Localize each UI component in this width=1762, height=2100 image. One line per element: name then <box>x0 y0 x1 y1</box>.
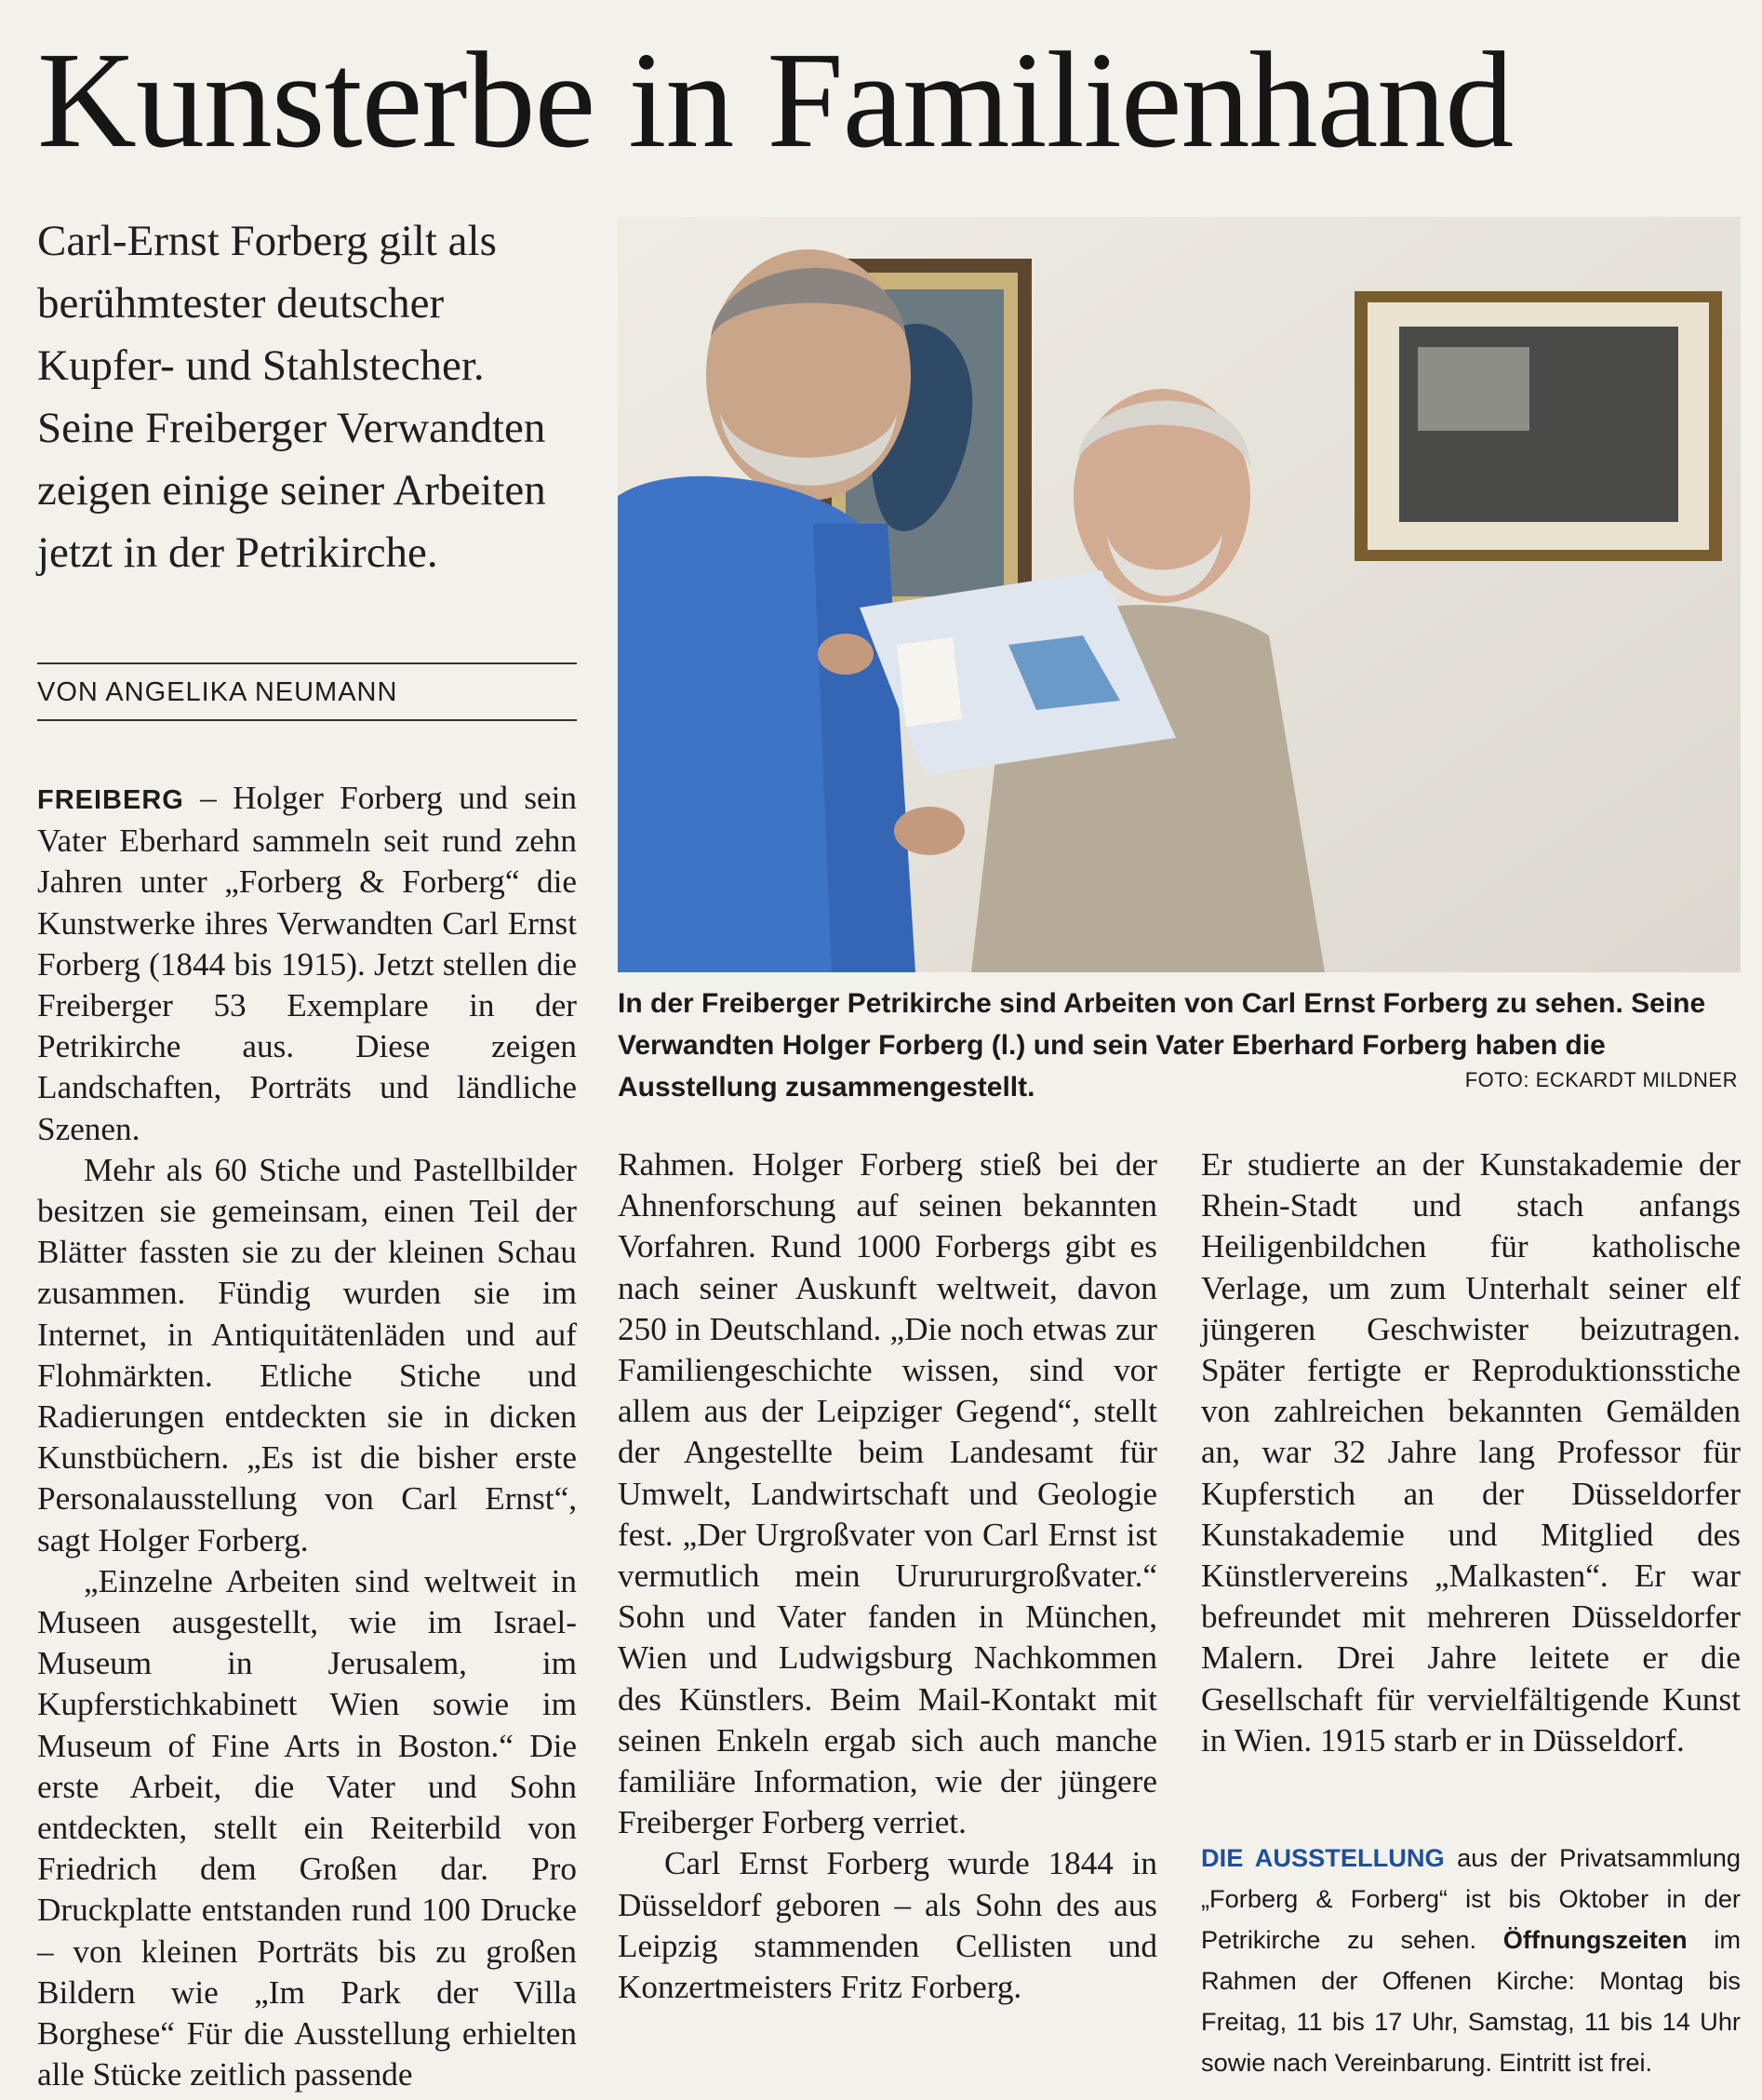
paragraph: Er studierte an der Kunstakademie der Rhein-Stadt und stach anfangs Heiligenbildchen für katholische Verlage, um zum Unterhalt seiner elf jüngeren Geschwister beizutragen. Später fertigte er Reproduktionsstiche von zahlreichen bekannten Gemälden an, war 32 Jahre lang Professor für Kupferstich an der Düsseldorfer Kunstakademie und Mitglied des Künstlervereins „Malkasten“. Er war befreundet mit mehreren Düsseldorfer Malern. Drei Jahre leitete er die Gesellschaft für vervielfältigende Kunst in Wien. 1915 starb er in Düsseldorf. <box>1201 1146 1741 1759</box>
paragraph: Carl Ernst Forberg wurde 1844 in Düsseldorf geboren – als Sohn des aus Leipzig stammenden Cellisten und Konzertmeisters Fritz Forberg. <box>618 1845 1157 2006</box>
photo-caption: In der Freiberger Petrikirche sind Arbeiten von Carl Ernst Forberg zu sehen. Seine Verwandten Holger Forberg (l.) und sein Vater Eberhard Forberg haben die Ausstellung zusammengestellt. <box>618 988 1706 1103</box>
article-deck: Carl-Ernst Forberg gilt als berühmtester deutscher Kupfer- und Stahlstecher. Seine Freiberger Verwandten zeigen einige seiner Arbeiten jetzt in der Petrikirche. <box>37 217 546 577</box>
info-box <box>1201 1838 1741 2083</box>
divider-top <box>37 662 577 664</box>
divider-bottom <box>37 719 577 721</box>
info-box-kicker: DIE AUSSTELLUNG <box>1201 1843 1445 1872</box>
paragraph: Mehr als 60 Stiche und Pastellbilder besitzen sie gemeinsam, einen Teil der Blätter fassten sie zu der kleinen Schau zusammen. Fündig wurden sie im Internet, in Antiquitätenläden und auf Flohmärkten. Etliche Stiche und Radierungen entdeckten sie in dicken Kunstbüchern. „Es ist die bisher erste Personalausstellung von Carl Ernst“, sagt Holger Forberg. <box>37 1151 577 1558</box>
paragraph: Rahmen. Holger Forberg stieß bei der Ahnenforschung auf seinen bekannten Vorfahren. Rund 1000 Forbergs gibt es nach seiner Auskunft weltweit, davon 250 in Deutschland. „Die noch etwas zur Familiengeschichte wissen, sind vor allem aus der Leipziger Gegend“, stellt der Angestellte beim Landesamt für Umwelt, Landwirtschaft und Geologie fest. „Der Urgroßvater von Carl Ernst ist vermutlich mein Ururururgroßvater.“ Sohn und Vater fanden in München, Wien und Ludwigsburg Nachkommen des Künstlers. Beim Mail-Kontakt mit seinen Enkeln ergab sich auch manche familiäre Information, wie der jüngere Freiberger Forberg verriet. <box>618 1146 1157 1841</box>
info-box-hours-label: Öffnungszeiten <box>1502 1925 1688 1954</box>
article-column-3 <box>1201 1144 1741 1761</box>
photo-illustration <box>618 217 1741 972</box>
article-column-1 <box>37 778 577 2096</box>
article-photo <box>618 217 1741 972</box>
paragraph: „Einzelne Arbeiten sind weltweit in Museen ausgestellt, wie im Israel-Museum in Jerusalem, im Kupferstichkabinett Wien sowie im Museum of Fine Arts in Boston.“ Die erste Arbeit, die Vater und Sohn entdeckten, stellt ein Reiterbild von Friedrich dem Großen dar. Pro Druckplatte entstanden rund 100 Drucke – von kleinen Porträts bis zu großen Bildern wie „Im Park der Villa Borghese“ Für die Ausstellung erhielten alle Stücke zeitlich passende <box>37 1562 577 2093</box>
info-box-text: im Rahmen der Offenen Kirche: Montag bis Freitag, 11 bis 17 Uhr, Samstag, 11 bis 14 Uhr sowie nach Vereinbarung. Eintritt ist frei. <box>1201 1925 1741 2077</box>
dateline: FREIBERG <box>37 785 184 815</box>
photo-credit: FOTO: ECKARDT MILDNER <box>1464 1068 1738 1091</box>
info-box-text: aus der Privatsammlung „Forberg & Forberg“ ist bis Oktober in der Petrikirche zu sehen. <box>1201 1843 1741 1954</box>
headline: Kunsterbe in Familienhand <box>37 24 1514 177</box>
paragraph: – Holger Forberg und sein Vater Eberhard sammeln seit rund zehn Jahren unter „Forberg & Forberg“ die Kunstwerke ihres Verwandten Carl Ernst Forberg (1844 bis 1915). Jetzt stellen die Freiberger 53 Exemplare in der Petrikirche aus. Diese zeigen Landschaften, Porträts und ländliche Szenen. <box>37 780 577 1147</box>
byline: VON ANGELIKA NEUMANN <box>37 677 398 707</box>
article-column-2 <box>618 1144 1157 2008</box>
